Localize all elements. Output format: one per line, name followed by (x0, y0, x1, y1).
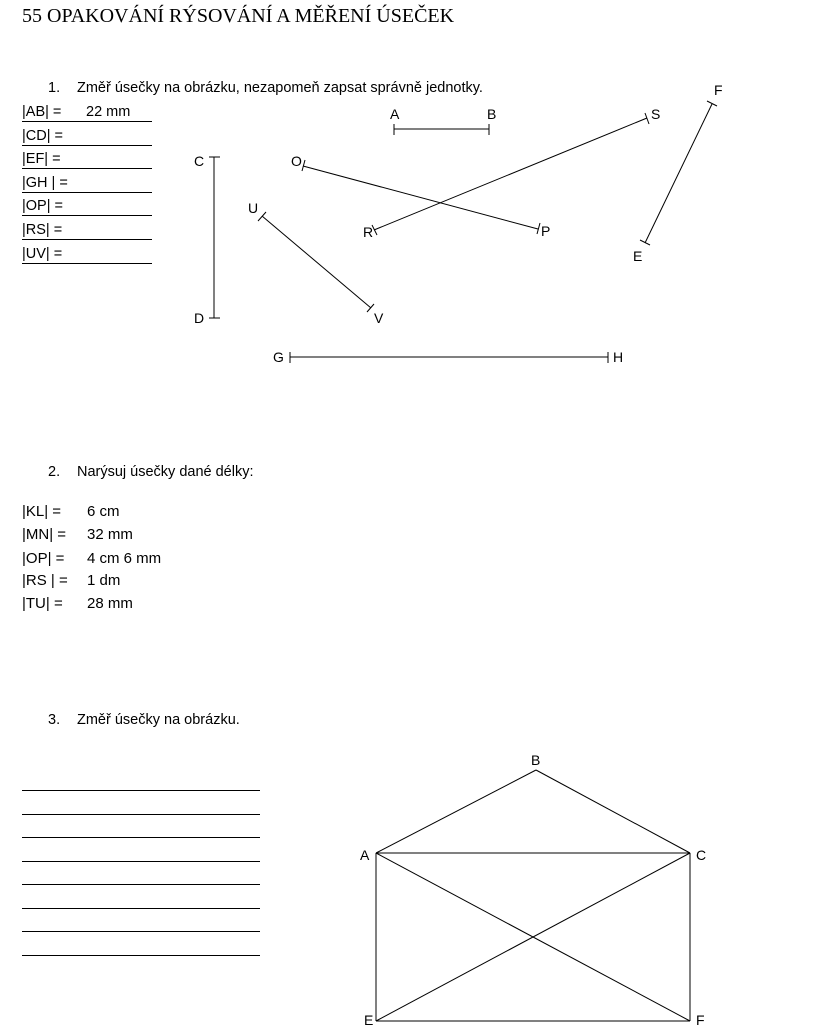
task3-instruction: Změř úsečky na obrázku. (77, 712, 240, 728)
point-label-b: B (487, 106, 497, 122)
answer-label-gh: |GH | = (22, 175, 68, 191)
answer-label-rs: |RS| = (22, 222, 63, 238)
answer-label-op: |OP| = (22, 198, 63, 214)
point-label-c: C (194, 153, 205, 169)
house-point-label-c: C (696, 847, 707, 863)
task1-number: 1. (48, 80, 61, 96)
house-point-label-a: A (360, 847, 370, 863)
point-label-d: D (194, 310, 205, 326)
length-value-rs: 1 dm (87, 572, 121, 589)
answer-label-cd: |CD| = (22, 128, 63, 144)
point-label-o: O (291, 153, 302, 169)
task2-number: 2. (48, 464, 61, 480)
house-point-label-b: B (531, 752, 541, 768)
point-label-u: U (248, 200, 259, 216)
answer-label-uv: |UV| = (22, 246, 63, 262)
length-label-op: |OP| = (22, 550, 65, 567)
point-label-v: V (374, 310, 384, 326)
answer-label-ab: |AB| = (22, 104, 62, 120)
point-label-e: E (633, 248, 643, 264)
house-point-label-f: F (696, 1012, 705, 1028)
task3-number: 3. (48, 712, 61, 728)
point-label-f: F (714, 82, 723, 98)
task2-instruction: Narýsuj úsečky dané délky: (77, 464, 254, 480)
answer-label-ef: |EF| = (22, 151, 61, 167)
length-label-mn: |MN| = (22, 526, 67, 543)
length-label-tu: |TU| = (22, 595, 63, 612)
length-label-kl: |KL| = (22, 503, 62, 520)
length-value-op: 4 cm 6 mm (87, 550, 162, 567)
segment-bc-house (536, 770, 690, 853)
point-label-g: G (273, 349, 284, 365)
length-label-rs: |RS | = (22, 572, 68, 589)
length-value-mn: 32 mm (87, 526, 133, 543)
point-label-s: S (651, 106, 661, 122)
task1-instruction: Změř úsečky na obrázku, nezapomeň zapsat správně jednotky. (77, 80, 483, 96)
page-title: 55 OPAKOVÁNÍ RÝSOVÁNÍ A MĚŘENÍ ÚSEČEK (22, 5, 455, 27)
house-point-label-e: E (364, 1012, 374, 1028)
segment-ab-house (376, 770, 536, 853)
point-label-a: A (390, 106, 400, 122)
length-value-kl: 6 cm (87, 503, 120, 520)
point-label-p: P (541, 223, 551, 239)
point-label-r: R (363, 224, 374, 240)
length-value-tu: 28 mm (87, 595, 133, 612)
point-label-h: H (613, 349, 624, 365)
answer-value-ab[interactable]: 22 mm (86, 104, 131, 120)
